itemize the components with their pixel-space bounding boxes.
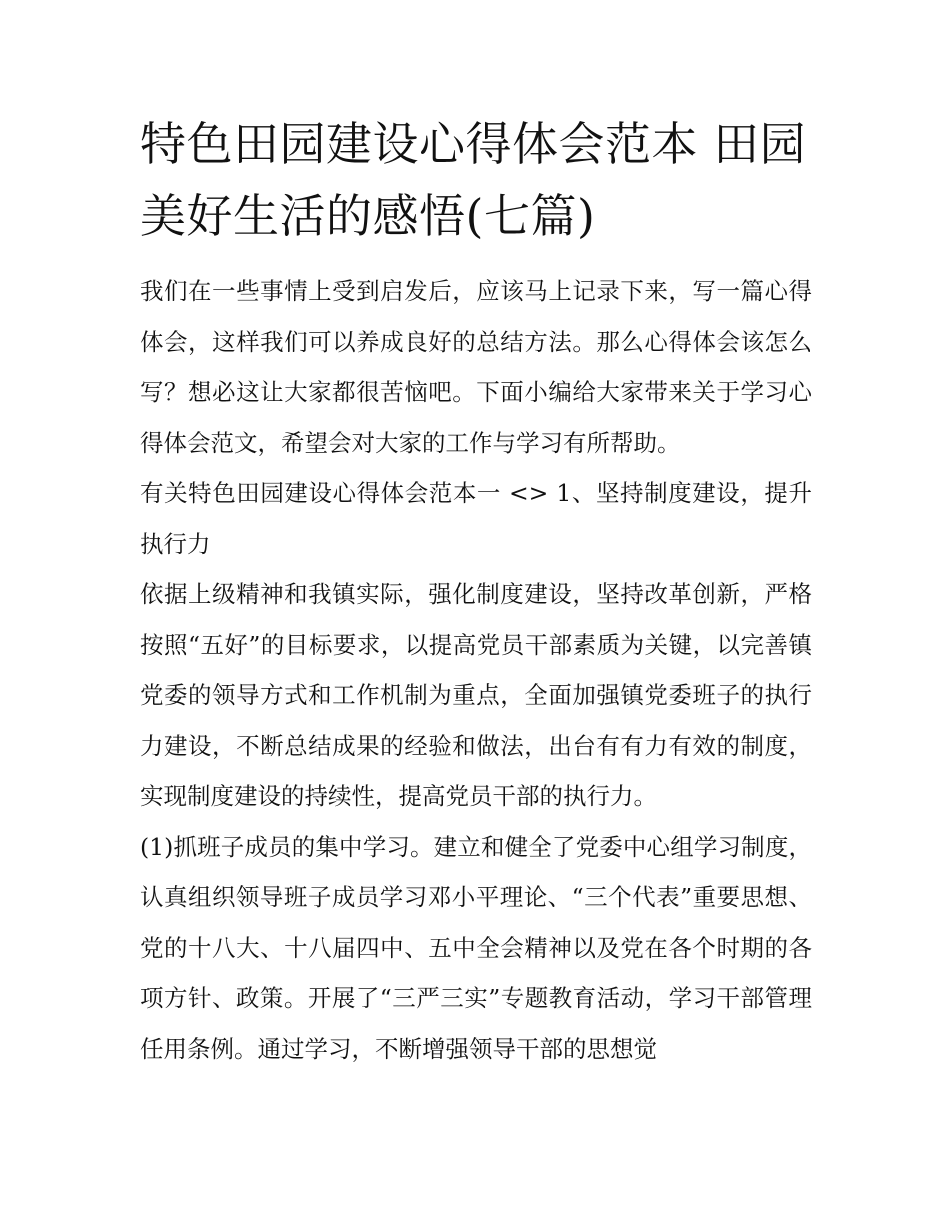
document-page [140, 108, 812, 1074]
paragraph-section-heading: 有关特色田园建设心得体会范本一 <> 1、坚持制度建设，提升执行力 [140, 479, 812, 558]
paragraph-system-building: 依据上级精神和我镇实际，强化制度建设，坚持改革创新，严格按照“五好”的目标要求，以提高党员干部素质为关键，以完善镇党委的领导方式和工作机制为重点，全面加强镇党委班子的执行力建设，不断总结成果的经验和做法，出台有有力有效的制度，实现制度建设的持续性，提高党员干部的执行力。 [140, 580, 812, 810]
paragraph-study: (1)抓班子成员的集中学习。建立和健全了党委中心组学习制度，认真组织领导班子成员学习邓小平理论、“三个代表”重要思想、党的十八大、十八届四中、五中全会精神以及党在各个时期的各项方针、政策。开展了“三严三实”专题教育活动，学习干部管理任用条例。通过学习，不断增强领导干部的思想觉 [140, 832, 812, 1063]
paragraph-intro: 我们在一些事情上受到启发后，应该马上记录下来，写一篇心得体会，这样我们可以养成良好的总结方法。那么心得体会该怎么写？想必这让大家都很苦恼吧。下面小编给大家带来关于学习心得体会范文，希望会对大家的工作与学习有所帮助。 [140, 277, 812, 457]
document-title: 特色田园建设心得体会范本 田园美好生活的感悟(七篇) [140, 117, 807, 243]
